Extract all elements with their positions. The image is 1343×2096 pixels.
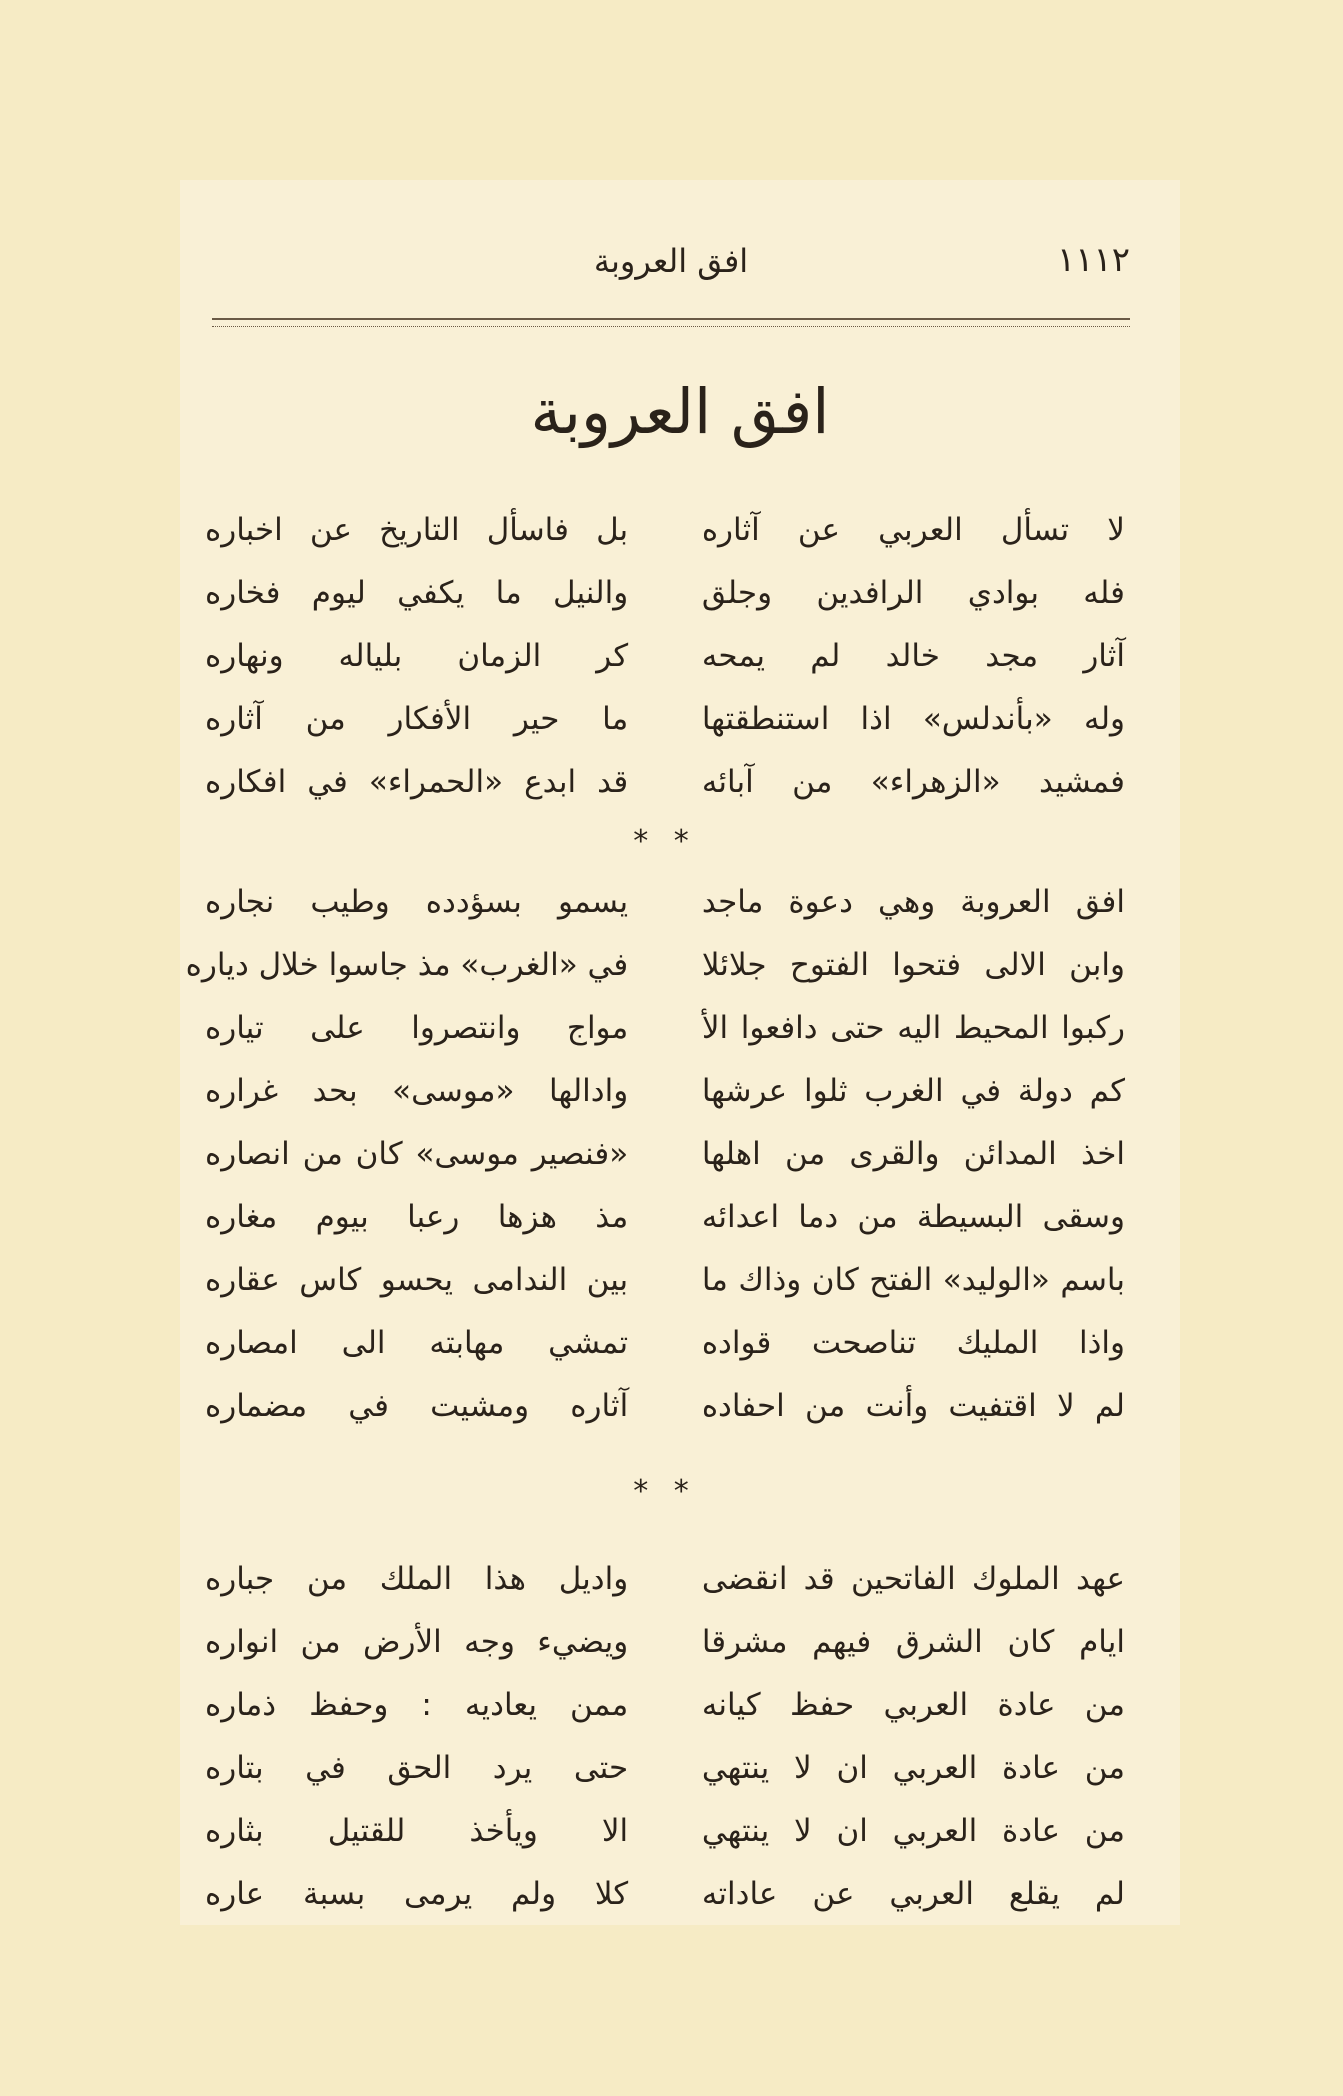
second-hemistich: تمشي مهابته الى امصاره — [205, 1324, 629, 1361]
second-hemistich: بل فاسأل التاريخ عن اخباره — [205, 511, 629, 548]
first-hemistich: من عادة العربي حفظ كيانه — [701, 1686, 1125, 1723]
page-header — [212, 240, 1130, 300]
first-hemistich: ركبوا المحيط اليه حتى دافعوا الأ — [701, 1009, 1125, 1046]
first-hemistich: واذا المليك تناصحت قواده — [701, 1324, 1125, 1361]
first-hemistich: افق العروبة وهي دعوة ماجد — [701, 883, 1125, 920]
first-hemistich: باسم «الوليد» الفتح كان وذاك ما — [701, 1261, 1125, 1298]
verse-line — [205, 750, 1125, 813]
verse-line — [205, 1799, 1125, 1862]
second-hemistich: واديل هذا الملك من جباره — [205, 1560, 629, 1597]
verse-line — [205, 996, 1125, 1059]
first-hemistich: لم يقلع العربي عن عاداته — [701, 1875, 1125, 1912]
poem-title: افق العروبة — [530, 375, 830, 448]
first-hemistich: ايام كان الشرق فيهم مشرقا — [701, 1623, 1125, 1660]
verse-line — [205, 1547, 1125, 1610]
verse-line — [205, 1122, 1125, 1185]
second-hemistich: ممن يعاديه : وحفظ ذماره — [205, 1686, 629, 1723]
second-hemistich: كلا ولم يرمى بسبة عاره — [205, 1875, 629, 1912]
first-hemistich: كم دولة في الغرب ثلوا عرشها — [701, 1072, 1125, 1109]
verse-line — [205, 1311, 1125, 1374]
first-hemistich: اخذ المدائن والقرى من اهلها — [701, 1135, 1125, 1172]
verse-line — [205, 1374, 1125, 1437]
first-hemistich: من عادة العربي ان لا ينتهي — [701, 1812, 1125, 1849]
second-hemistich: ما حير الأفكار من آثاره — [205, 700, 629, 737]
second-hemistich: قد ابدع «الحمراء» في افكاره — [205, 763, 629, 800]
second-hemistich: وادالها «موسى» بحد غراره — [205, 1072, 629, 1109]
verse-line — [205, 1673, 1125, 1736]
first-hemistich: لم لا اقتفيت وأنت من احفاده — [701, 1387, 1125, 1424]
second-hemistich: ويضيء وجه الأرض من انواره — [205, 1623, 629, 1660]
header-rule — [212, 318, 1130, 327]
first-hemistich: عهد الملوك الفاتحين قد انقضى — [701, 1560, 1125, 1597]
verse-line — [205, 1610, 1125, 1673]
book-page — [180, 180, 1180, 1925]
first-hemistich: وابن الالى فتحوا الفتوح جلائلا — [701, 946, 1125, 983]
second-hemistich: مواج وانتصروا على تياره — [205, 1009, 629, 1046]
first-hemistich: آثار مجد خالد لم يمحه — [701, 637, 1125, 674]
second-hemistich: يسمو بسؤدده وطيب نجاره — [205, 883, 629, 920]
first-hemistich: من عادة العربي ان لا ينتهي — [701, 1749, 1125, 1786]
verse-line — [205, 1862, 1125, 1925]
first-hemistich: وله «بأندلس» اذا استنطقتها — [701, 700, 1125, 737]
verse-line — [205, 1059, 1125, 1122]
second-hemistich: بين الندامى يحسو كاس عقاره — [205, 1261, 629, 1298]
poem-body — [185, 498, 1125, 1925]
second-hemistich: كر الزمان بلياله ونهاره — [205, 637, 629, 674]
verse-line — [205, 1248, 1125, 1311]
second-hemistich: مذ هزها رعبا بيوم مغاره — [205, 1198, 629, 1235]
verse-line — [205, 561, 1125, 624]
second-hemistich: «فنصير موسى» كان من انصاره — [205, 1135, 629, 1172]
verse-line — [185, 933, 1125, 996]
second-hemistich: والنيل ما يكفي ليوم فخاره — [205, 574, 629, 611]
first-hemistich: وسقى البسيطة من دما اعدائه — [701, 1198, 1125, 1235]
second-hemistich: حتى يرد الحق في بتاره — [205, 1749, 629, 1786]
stanza-separator: * * — [633, 824, 697, 859]
verse-line — [205, 1736, 1125, 1799]
first-hemistich: فله بوادي الرافدين وجلق — [701, 574, 1125, 611]
verse-line — [205, 624, 1125, 687]
first-hemistich: فمشيد «الزهراء» من آبائه — [701, 763, 1125, 800]
second-hemistich: في «الغرب» مذ جاسوا خلال دياره — [185, 946, 629, 983]
running-title: افق العروبة — [593, 242, 749, 280]
stanza-separator: * * — [633, 1474, 697, 1509]
verse-line — [205, 687, 1125, 750]
verse-line — [205, 870, 1125, 933]
second-hemistich: آثاره ومشيت في مضماره — [205, 1387, 629, 1424]
verse-line — [205, 498, 1125, 561]
second-hemistich: الا ويأخذ للقتيل بثاره — [205, 1812, 629, 1849]
first-hemistich: لا تسأل العربي عن آثاره — [701, 511, 1125, 548]
verse-line — [205, 1185, 1125, 1248]
page-number: ١١١٢ — [1056, 240, 1130, 280]
